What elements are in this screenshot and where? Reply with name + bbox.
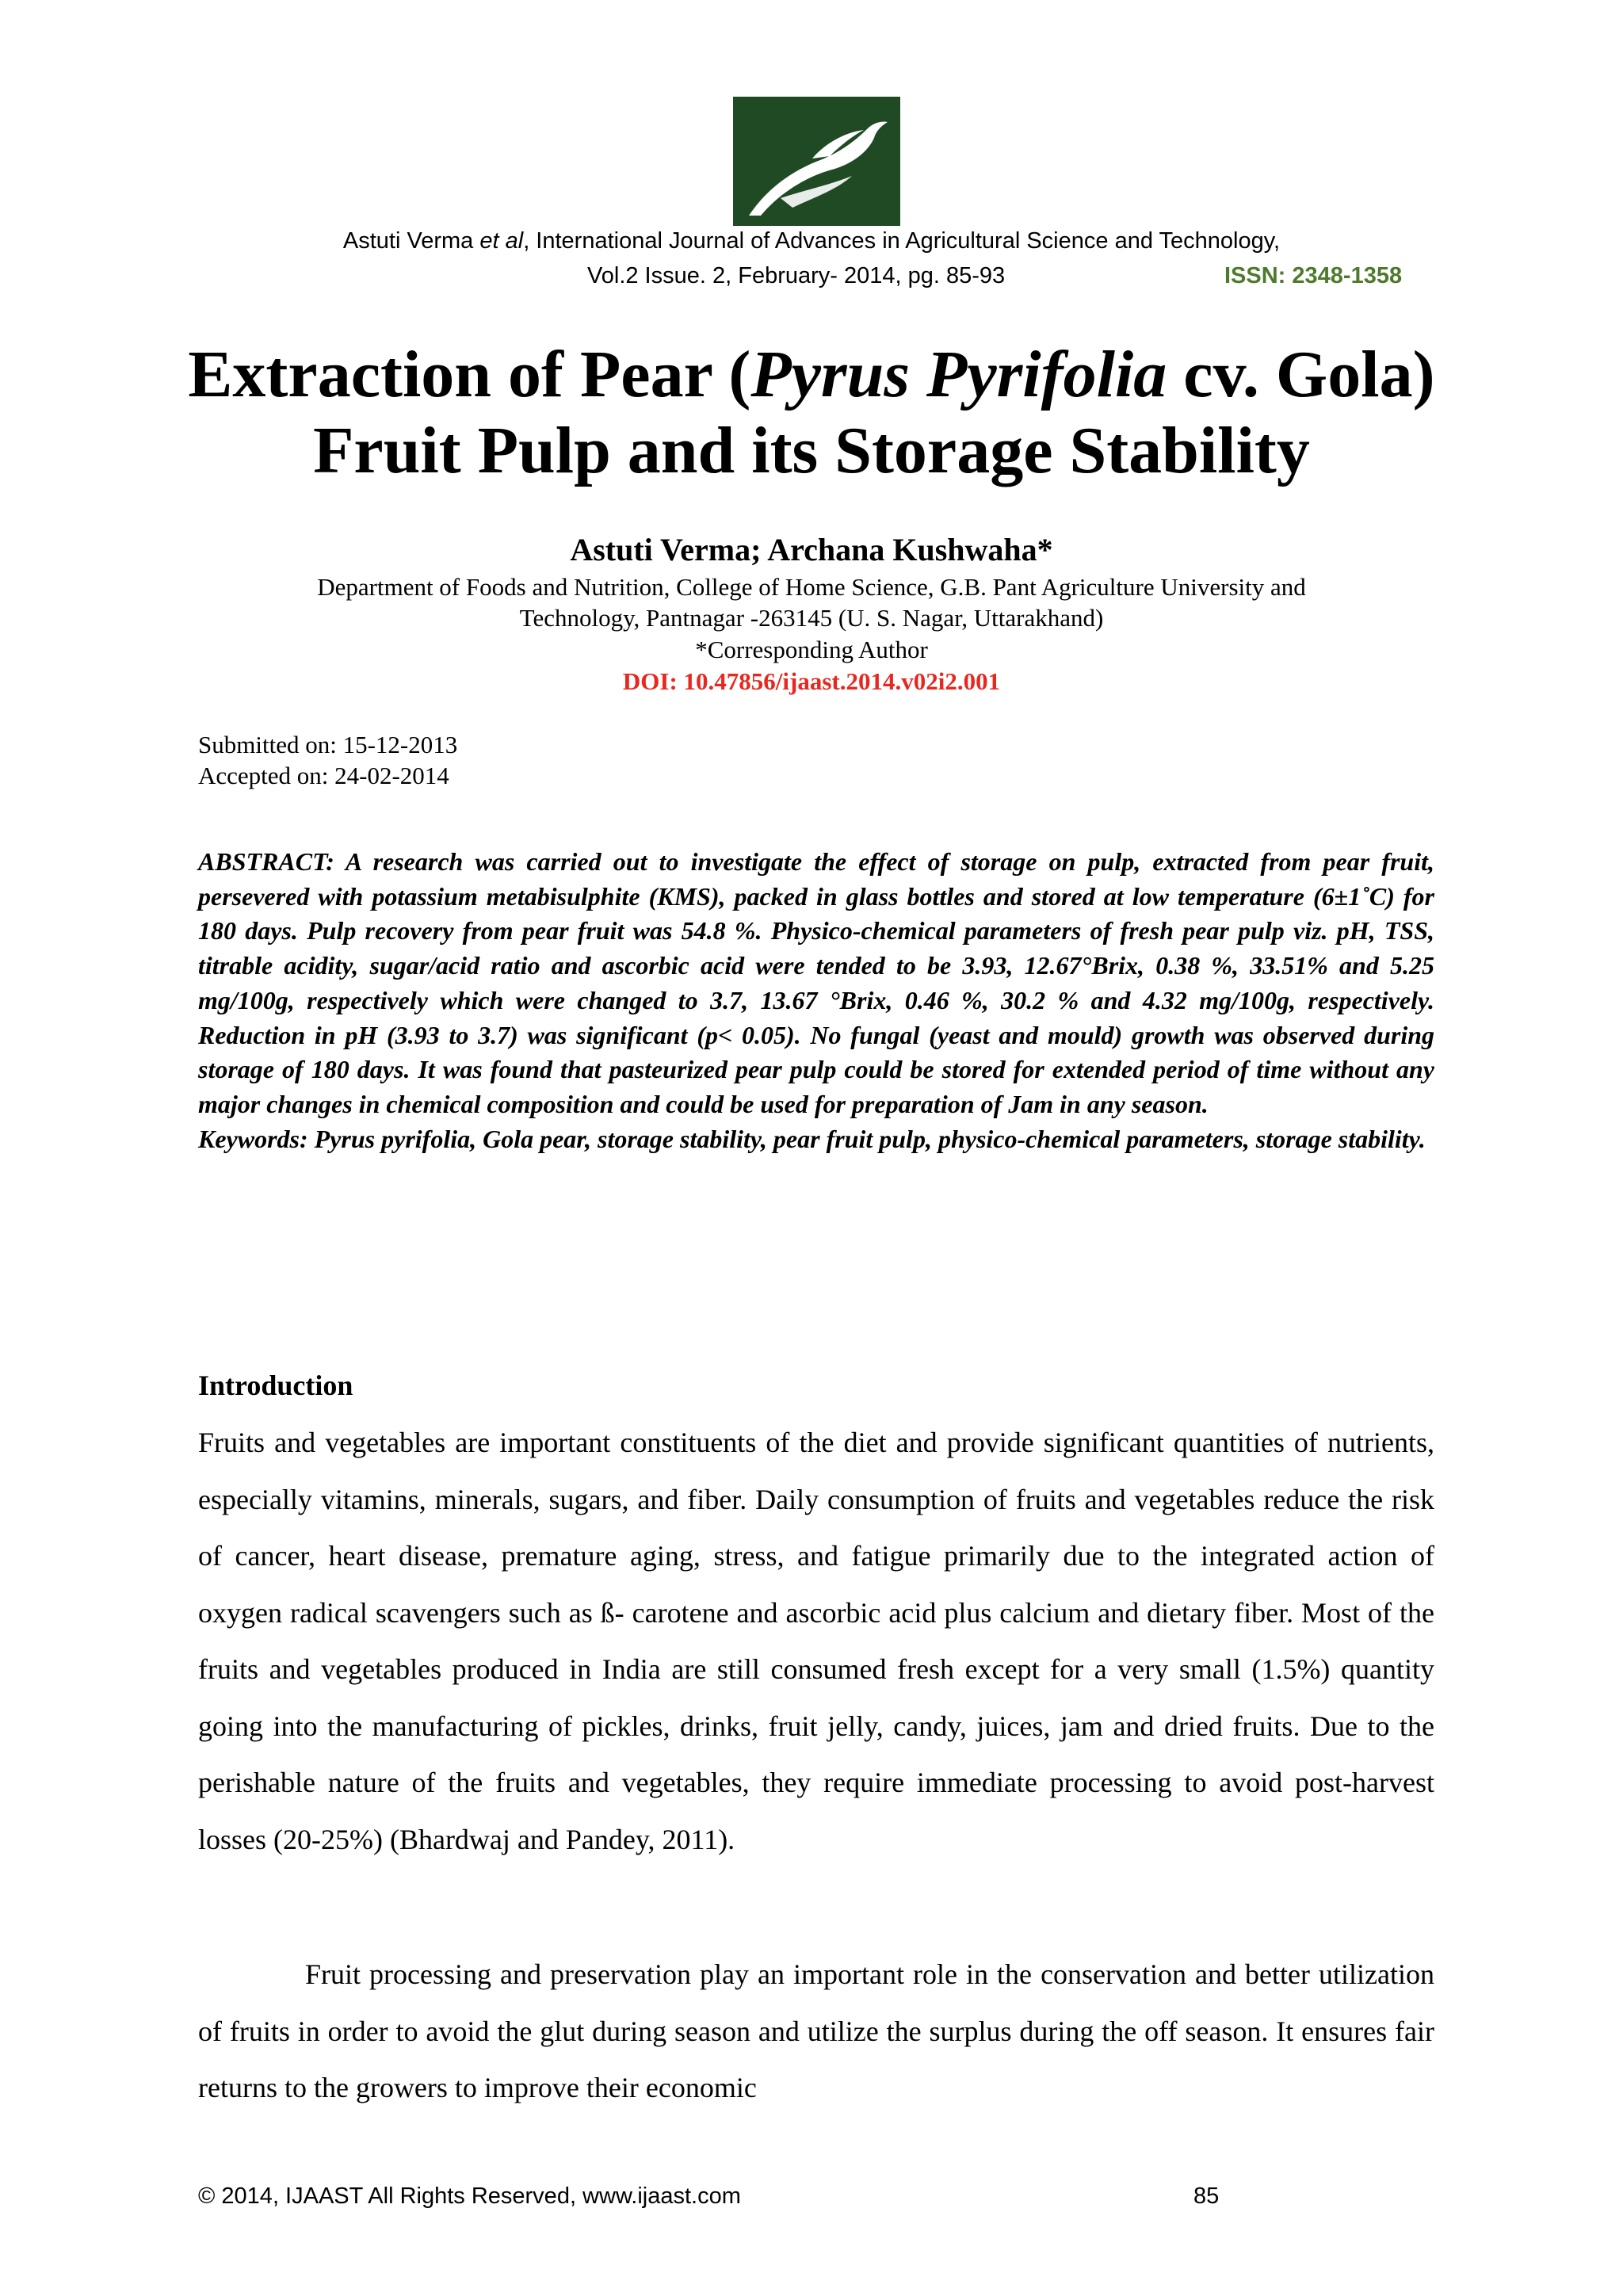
submitted-date: Submitted on: 15-12-2013	[198, 731, 458, 758]
accepted-date: Accepted on: 24-02-2014	[198, 762, 449, 789]
title-species: Pyrus Pyrifolia	[750, 338, 1167, 411]
paragraph: Fruits and vegetables are important constituents of the diet and provide significant quantities of nutrients, especially vitamins, minerals, sugars, and fiber. Daily consumption of fruits and vegetables reduce the risk of cancer, heart disease, premature aging, stress, and fatigue primarily due to the integrated action of oxygen radical scavengers such as ß- carotene and ascorbic acid plus calcium and dietary fiber. Most of the fruits and vegetables produced in India are still consumed fresh except for a very small (1.5%) quantity going into the manufacturing of pickles, drinks, fruit jelly, candy, juices, jam and dried fruits. Due to the perishable nature of the fruits and vegetables, they require immediate processing to avoid post-harvest losses (20-25%) (Bhardwaj and Pandey, 2011).	[198, 1427, 1434, 1855]
journal-citation: Astuti Verma et al, International Journal of Advances in Agricultural Science and Technology,	[342, 228, 1281, 254]
keywords: Keywords: Pyrus pyrifolia, Gola pear, storage stability, pear fruit pulp, physico-chemical parameters, storage stability.	[198, 1124, 1426, 1153]
abstract	[198, 845, 1434, 1156]
leaping-animal-logo-icon	[733, 97, 900, 226]
citation-et-al: et al	[479, 228, 524, 254]
abstract-text: ABSTRACT: A research was carried out to investigate the effect of storage on pulp, extracted from pear fruit, persevered with potassium metabisulphite (KMS), packed in glass bottles and stored at low temperature (6±1˚C) for 180 days. Pulp recovery from pear fruit was 54.8 %. Physico-chemical parameters of fresh pear pulp viz. pH, TSS, titrable acidity, sugar/acid ratio and ascorbic acid were tended to be 3.93, 12.67°Brix, 0.38 %, 33.51% and 5.25 mg/100g, respectively which were changed to 3.7, 13.67 °Brix, 0.46 %, 30.2 % and 4.32 mg/100g, respectively. Reduction in pH (3.93 to 3.7) was significant (p< 0.05). No fungal (yeast and mould) growth was observed during storage of 180 days. It was found that pasteurized pear pulp could be stored for extended period of time without any major changes in chemical composition and could be used for preparation of Jam in any season.	[198, 847, 1434, 1118]
corresponding-author: *Corresponding Author	[695, 636, 928, 663]
volume-line: Vol.2 Issue. 2, February- 2014, pg. 85-93	[587, 263, 1006, 288]
page-number: 85	[1193, 2183, 1220, 2209]
paragraph: Fruit processing and preservation play an important role in the conservation and better utilization of fruits in order to avoid the glut during season and utilize the surplus during the off season. It ensures fair returns to the growers to improve their economic	[198, 1958, 1434, 2103]
section-heading-introduction: Introduction	[198, 1370, 353, 1401]
issn: ISSN: 2348-1358	[1224, 263, 1403, 288]
affiliation-line-1: Department of Foods and Nutrition, College of Home Science, G.B. Pant Agriculture University and	[317, 573, 1306, 601]
affiliation-line-2: Technology, Pantnagar -263145 (U. S. Nagar, Uttarakhand)	[519, 604, 1104, 632]
authors: Astuti Verma; Archana Kushwaha*	[570, 532, 1053, 567]
paper-title: Extraction of Pear (Pyrus Pyrifolia cv. Gola) Fruit Pulp and its Storage Stability	[188, 338, 1435, 487]
journal-logo	[733, 97, 900, 226]
footer-copyright: © 2014, IJAAST All Rights Reserved, www.ijaast.com	[198, 2183, 741, 2209]
doi-link[interactable]: DOI: 10.47856/ijaast.2014.v02i2.001	[622, 667, 1001, 695]
